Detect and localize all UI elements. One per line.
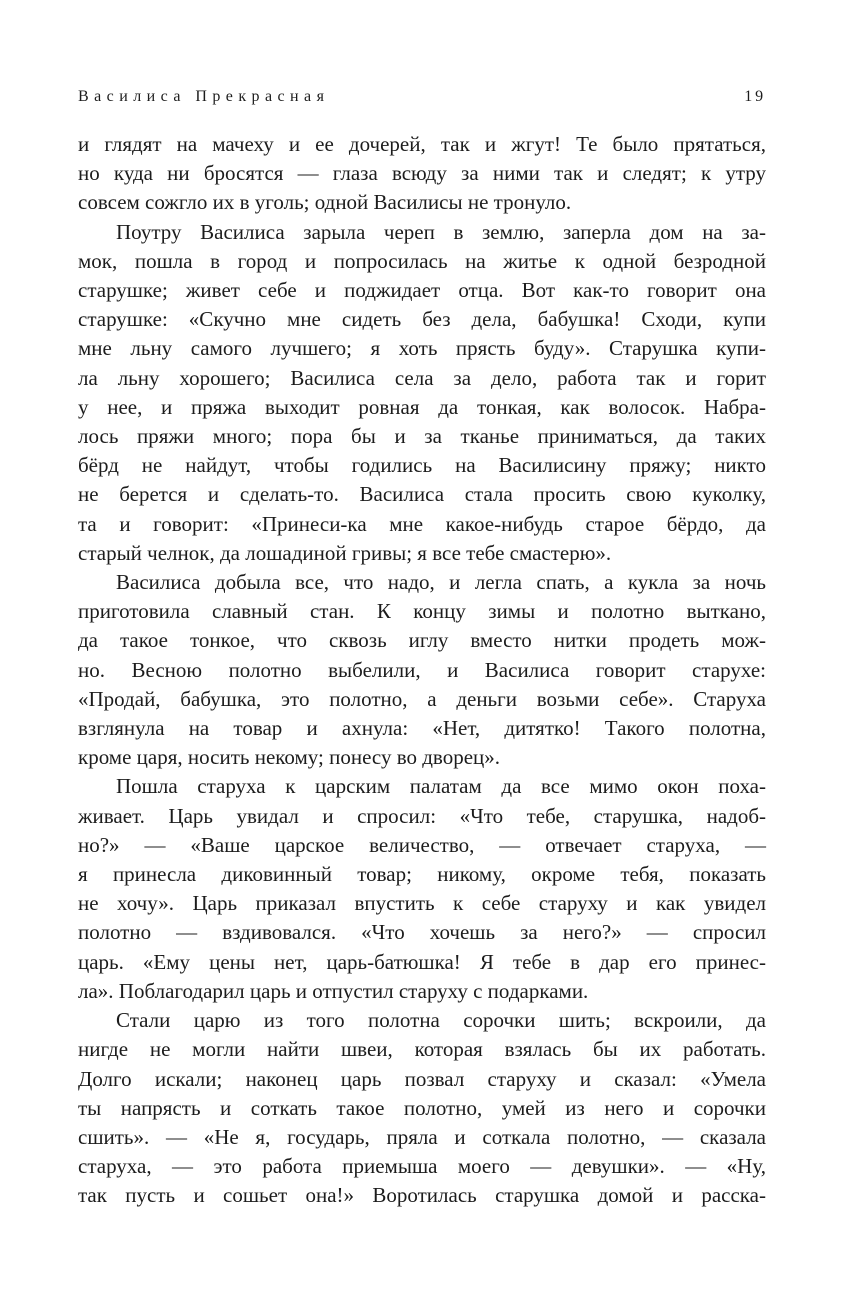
text-line: мне льну самого лучшего; я хоть прясть буду». Старушка купи- [78,336,766,361]
paragraph [78,568,766,772]
text-line: Пошла старуха к царским палатам да все мимо окон поха- [116,774,766,799]
text-line: у нее, и пряжа выходит ровная да тонкая, как волосок. Набра- [78,394,766,419]
text-line: ла льну хорошего; Василиса села за дело, работа так и горит [78,365,766,390]
running-header [78,88,766,106]
text-line: Поутру Василиса зарыла череп в землю, заперла дом на за- [116,219,766,244]
text-line: лось пряжи много; пора бы и за тканье приниматься, да таких [78,424,766,449]
text-line: не хочу». Царь приказал впустить к себе старуху и как увидел [78,891,766,916]
text-line: Василиса добыла все, что надо, и легла спать, а кукла за ночь [116,570,766,595]
text-line: но?» — «Ваше царское величество, — отвечает старуха, — [78,832,766,857]
text-line: старуха, — это работа приемыша моего — девушки». — «Ну, [78,1154,766,1179]
text-line: Стали царю из того полотна сорочки шить; вскроили, да [116,1008,766,1033]
text-line: нигде не могли найти швеи, которая взялась бы их работать. [78,1037,766,1062]
page-number: 19 [744,88,766,105]
text-line: та и говорит: «Принеси-ка мне какое-нибудь старое бёрдо, да [78,511,766,536]
paragraph [78,130,766,218]
text-line: старушке; живет себе и поджидает отца. Вот как-то говорит она [78,278,766,303]
text-line: взглянула на товар и ахнула: «Нет, дитятко! Такого полотна, [78,716,766,741]
text-line: приготовила славный стан. К концу зимы и полотно выткано, [78,599,766,624]
text-line: ты напрясть и соткать такое полотно, умей из него и сорочки [78,1095,766,1120]
text-line: полотно — вздивовался. «Что хочешь за него?» — спросил [78,920,766,945]
running-title: Василиса Прекрасная [78,88,330,105]
body-text [78,130,766,1211]
text-line: Долго искали; наконец царь позвал старуху и сказал: «Умела [78,1066,766,1091]
text-line: живает. Царь увидал и спросил: «Что тебе, старушка, надоб- [78,803,766,828]
text-line: кроме царя, носить некому; понесу во дворец». [78,745,500,770]
text-line: мок, пошла в город и попросилась на житье к одной безродной [78,248,766,273]
text-line: ла». Поблагодарил царь и отпустил старуху с подарками. [78,978,589,1003]
paragraph [78,218,766,568]
text-line: так пусть и сошьет она!» Воротилась старушка домой и расска- [78,1183,766,1208]
text-line: но. Весною полотно выбелили, и Василиса говорит старухе: [78,657,766,682]
text-line: да такое тонкое, что сквозь иглу вместо нитки продеть мож- [78,628,766,653]
text-line: бёрд не найдут, чтобы годились на Василисину пряжу; никто [78,453,766,478]
text-line: старушке: «Скучно мне сидеть без дела, бабушка! Сходи, купи [78,307,766,332]
paragraph [78,1006,766,1210]
text-line: «Продай, бабушка, это полотно, а деньги возьми себе». Старуха [78,686,766,711]
text-line: не берется и сделать-то. Василиса стала просить свою куколку, [78,482,766,507]
text-line: но куда ни бросятся — глаза всюду за ними так и следят; к утру [78,161,766,186]
text-line: совсем сожгло их в уголь; одной Василисы не тронуло. [78,190,572,215]
text-line: я принесла диковинный товар; никому, окроме тебя, показать [78,862,766,887]
text-line: сшить». — «Не я, государь, пряла и соткала полотно, — сказала [78,1124,766,1149]
text-line: старый челнок, да лошадиной гривы; я все тебе смастерю». [78,540,612,565]
paragraph [78,772,766,1006]
text-line: царь. «Ему цены нет, царь-батюшка! Я тебе в дар его принес- [78,949,766,974]
text-line: и глядят на мачеху и ее дочерей, так и жгут! Те было прятаться, [78,132,766,156]
